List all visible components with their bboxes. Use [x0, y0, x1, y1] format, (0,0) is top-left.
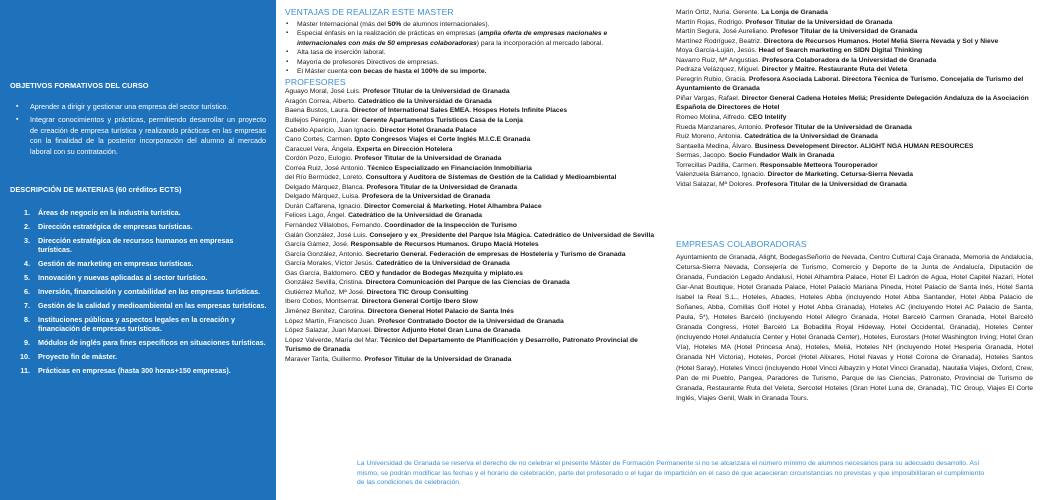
profesor-role: Profesora Asociada Laboral. Directora Técnica de Turismo. Concejalía de Turismo del Ayuntamiento de Granada: [676, 75, 1024, 93]
profesor-role: Profesor Titular de la Universidad de Granada: [362, 88, 510, 96]
profesor-entry: [676, 180, 1033, 190]
profesor-name: Moya García-Luján, Jesús.: [676, 47, 757, 55]
profesor-entry: [676, 18, 1033, 28]
ventaja-item: ▪ Mayoría de profesores Directivos de empresas.: [285, 58, 655, 68]
profesor-name: Sermas, Jacopo.: [676, 152, 727, 160]
profesor-name: Felices Lago, Ángel.: [285, 212, 347, 220]
profesor-name: Marín Ortiz, Nuria. Gerente.: [676, 9, 760, 16]
profesor-role: Experta en Dirección Hotelera: [356, 145, 453, 153]
profesor-role: Directora de Recursos Humanos. Hotel Meliá Sierra Nevada y Sol y Nieve: [763, 37, 999, 45]
profesor-role: Dpto Congresos Viajes el Corte Inglés M.I.C.E Granada: [354, 136, 531, 144]
profesor-name: Durán Caffarena, Ignacio.: [285, 202, 363, 210]
profesor-name: Torrecillas Padilla, Carmen.: [676, 161, 759, 169]
profesor-entry: [676, 123, 1033, 133]
objetivos-title: OBJETIVOS FORMATIVOS DEL CURSO: [10, 81, 149, 90]
profesor-entry: [285, 288, 655, 298]
profesor-name: Delgado Márquez, Blanca.: [285, 183, 365, 191]
profesor-name: López Martín, Francisco Juan.: [285, 317, 376, 325]
profesor-entry: [285, 269, 655, 279]
profesor-entry: [285, 259, 655, 269]
profesor-entry: [285, 326, 655, 336]
right-column: [676, 8, 1033, 189]
materia-item: 2. Dirección estratégica de empresas turísticas.: [24, 221, 193, 231]
ventajas-title: VENTAJAS DE REALIZAR ESTE MASTER: [285, 7, 454, 17]
profesor-name: García Morales, Víctor Jesús.: [285, 260, 374, 268]
profesor-name: Baena Bustos, Laura.: [285, 107, 350, 115]
profesor-role: Profesor Titular de la Universidad de Granada: [764, 123, 912, 131]
profesor-role: Directora General Cortijo Ibero Slow: [361, 298, 478, 306]
profesor-role: Directora General Hotel Palacio de Santa Inés: [367, 307, 514, 315]
materia-item: 11. Prácticas en empresas (hasta 300 horas+150 empresas).: [20, 366, 231, 376]
profesor-entry: [285, 87, 655, 97]
profesores-title: PROFESORES: [285, 76, 346, 87]
profesor-role: CEO Intelify: [748, 114, 787, 122]
empresas-title: EMPRESAS COLABORADORAS: [676, 239, 807, 249]
materia-item: 4. Gestión de marketing en empresas turísticas.: [24, 259, 194, 269]
profesor-name: Maraver Tarifa, Guillermo.: [285, 355, 363, 363]
profesores-list-2: [676, 8, 1033, 189]
profesor-entry: [285, 202, 655, 212]
profesor-role: Profesora Titular de la Universidad de Granada: [756, 180, 907, 188]
profesor-entry: [285, 116, 655, 126]
profesor-name: Aragón Correa, Alberto.: [285, 97, 356, 105]
profesor-entry: [676, 46, 1033, 56]
profesor-name: Delgado Márquez, Luisa.: [285, 193, 361, 201]
profesor-name: del Río Bermúdez, Loreto.: [285, 174, 364, 182]
profesor-entry: [676, 56, 1033, 66]
profesor-name: Caracuel Vera, Ángela.: [285, 145, 355, 153]
profesor-role: Profesor Titular de la Universidad de Granada: [745, 18, 893, 26]
profesor-entry: [285, 135, 655, 145]
profesor-role: Director General Cadena Hoteles Meliá; Presidente Delegación Andaluza de la Asociación Española de Directores de Hotel: [676, 94, 1029, 112]
profesor-name: López Valverde, María del Mar.: [285, 336, 379, 344]
profesor-entry: [285, 173, 655, 183]
profesor-role: CEO y fundador de Bodegas Mezquita y miplato.es: [359, 269, 523, 277]
profesor-name: Pedraza Velázquez, Miguel.: [676, 66, 760, 74]
profesor-role: Director Adjunto Hotel Gran Luna de Granada: [373, 327, 521, 335]
profesor-name: García Gámez, José.: [285, 241, 349, 249]
profesor-role: Socio Fundador Walk in Granada: [728, 152, 835, 160]
profesor-role: Profesora Titular de la Universidad de Granada: [366, 183, 518, 191]
profesor-name: Vidal Salazar, Mª Dolores.: [676, 180, 755, 188]
profesor-name: Fernández Villalobos, Fernando.: [285, 222, 383, 230]
profesor-entry: [285, 192, 655, 202]
profesor-entry: [676, 142, 1033, 152]
profesor-entry: [285, 211, 655, 221]
profesor-role: Catedrático de la Universidad de Granada: [357, 97, 492, 105]
profesor-entry: [676, 75, 1033, 94]
profesor-role: Consejero y ex_Presidente del Parque Isla Mágica. Catedrático de Universidad de Sevilla: [369, 231, 655, 239]
profesor-entry: [676, 8, 1033, 18]
materia-item: 6. Inversión, financiación y contabilidad en las empresas turísticas.: [24, 287, 261, 297]
profesores-list-1: [285, 87, 655, 364]
profesor-entry: [676, 132, 1033, 142]
profesor-role: Coordinador de la Inspección de Turismo: [384, 222, 517, 230]
materias-title: DESCRIPCIÓN DE MATERIAS (60 créditos ECTS): [10, 185, 182, 194]
profesor-entry: [676, 151, 1033, 161]
profesor-name: Correa Ruiz, José Antonio.: [285, 164, 366, 172]
profesor-role: La Lonja de Granada: [761, 9, 828, 16]
profesor-name: Cabello Aparicio, Juan Ignacio.: [285, 126, 378, 134]
profesor-role: Profesor Titular de la Universidad de Granada: [354, 155, 502, 163]
objetivos-list: [14, 102, 266, 160]
footer-disclaimer: La Universidad de Granada se reserva el derecho de no celebrar el presente Máster de Formación Permanente si no se alcanzara el número mínimo de alumnos necesarios para su adecuado desarrollo. Así mismo, se podrán modificar las fechas y el horario de celebración, parte del profesorado o el lugar de impartición en el caso de que acaecieran circunstancias no previstas y que imposibilitaran el cumplimiento de las condiciones de celebración.: [357, 460, 985, 487]
materia-item: 5. Innovación y nuevas aplicadas al sector turístico.: [24, 273, 208, 283]
profesor-name: Romeo Molina, Alfredo.: [676, 114, 747, 122]
ventaja-item: ▪ Alta tasa de inserción laboral.: [285, 48, 655, 58]
profesor-entry: [285, 307, 655, 317]
profesor-name: Cano Cortes, Carmen.: [285, 136, 353, 144]
profesor-entry: [676, 37, 1033, 47]
empresas-text: Ayuntamiento de Granada, Alight, BodegasSeñorío de Nevada, Centro Cultural Caja Granada, Memoria de Andalucía, Cetursa-Sierra Nevada, Consejería de Turismo, Comercio y Deporte de la Junta de Andalucía, Diputación de Granada, Fundación Legado Andalusí, Hotel Alhambra Palace, Hotel El Ladrón de Agua, Hotel Capitel Nazarí, Hotel Gar-Anat Boutique, Hotel Granada Palace, Hotel Palacio Mariana Pineda, Hotel Palacio de Santa Inés, Hotel Santa Isabel la Real S.L., Hoteles, Abades, Hoteles Abba (incluyendo Hotel Abba Santander, Hotel Abba Palacio de Soñanes, Abba, Comillas Golf Hotel y Hotel Abba Granada), Hoteles AC (incluyendo Hotel AC Palacio de Santa, Paula, 5*), Hoteles Barceló (incluyendo Hotel Allegro Granada, Hotel Barceló Carmen Granada, Hotel Barceló Granada Congress, Hotel Barceló La Bobadilla Royal Hideway, Hotel Occidental, Granada), Hoteles Center (incluyendo Hotel Andalucía Center y Hotel Granada Center), Hoteles, Eurostars (Hotel Washington Irving; Hotel Gran Vía), Hoteles MA (Hotel Princesa Ana), Hoteles, Meliá, Hoteles NH (incluyendo Hotel Hesperia Granada, Hotel Granada NH Victoria), Hoteles, Porcel (Hotel Alixares, Hotel Navas y Hotel Corona de Granada), Hoteles Santos (Hotel Saray), Hoteles Vincci (incluyendo Hotel Vincci Albayzín y Hotel Vincci Granada), Nautalia Viajes, Oxford, Crew, Pan de mi Pueblo, Pangea, Paradores de Turismo, Parque de las Ciencias, Patronato, Provincial de Turismo de Granada, Restaurante Ruta del Veleta, Sercotel Hoteles (Gran Hotel Luna de, Granada), TIC Group, Viajes El Corte Inglés, Viajes Genil, Walk in Granada Tours.: [676, 253, 1033, 402]
profesor-name: Martín Rojas, Rodrigo.: [676, 18, 744, 26]
profesor-name: Navarro Ruiz, Mª Angustias.: [676, 56, 761, 64]
profesor-entry: [285, 97, 655, 107]
profesor-role: Director Hotel Granada Palace: [379, 126, 477, 134]
profesor-role: Director of International Sales EMEA. Hospes Hotels Infinite Places: [351, 107, 568, 115]
profesor-role: Profesor Titular de la Universidad de Granada: [364, 355, 512, 363]
profesor-name: Ibero Cobos, Montserrat.: [285, 298, 360, 306]
materia-item: 1. Áreas de negocio en la industria turística.: [24, 208, 181, 217]
profesor-role: Directora Comunicación del Parque de las Ciencias de Granada: [365, 279, 570, 287]
profesor-entry: [676, 27, 1033, 37]
profesor-name: Gutiérrez Muñoz, Mª José.: [285, 288, 365, 296]
profesor-entry: [285, 106, 655, 116]
ventaja-item: ▪ Especial énfasis en la realización de prácticas en empresas (amplia oferta de empresas nacionales e internacionales con más de 50 empresas colaboradoras) para la incorporación al mercado laboral.: [285, 29, 655, 48]
profesor-role: Profesor Titular de la Universidad de Granada: [770, 28, 918, 36]
profesor-role: Profesora de la Universidad de Granada: [361, 193, 491, 201]
profesor-name: Gas García, Baldomero.: [285, 269, 358, 277]
profesor-entry: [285, 126, 655, 136]
profesor-role: Gerente Apartamentos Turísticos Casa de la Lonja: [361, 117, 523, 125]
profesor-role: Secretario General. Federación de empresas de Hostelería y Turismo de Granada: [365, 250, 626, 258]
profesor-entry: [676, 65, 1033, 75]
materia-item: 10. Proyecto fin de máster.: [20, 352, 118, 362]
profesor-role: Técnico del Departamento de Planificación y Desarrollo, Patronato Provincial de Turismo de Granada: [285, 336, 638, 354]
ventaja-item: ▪ Máster Internacional (más del 50% de alumnos internacionales).: [285, 20, 655, 30]
profesor-role: Consultora y Auditora de Sistemas de Gestión de la Calidad y Medioambiental: [365, 174, 617, 182]
profesor-role: Profesora Colaboradora de la Universidad de Granada: [762, 56, 937, 64]
profesor-entry: [285, 240, 655, 250]
profesor-entry: [285, 145, 655, 155]
profesor-role: Catedrático de la Universidad de Granada: [375, 260, 510, 268]
profesor-name: López Salazar, Juan Manuel.: [285, 327, 373, 335]
objetivo-item: ▪ Aprender a dirigir y gestionar una empresa del sector turístico.: [14, 102, 266, 112]
ventaja-item: ▪ El Máster cuenta con becas de hasta el 100% de su importe.: [285, 67, 655, 77]
profesor-name: Ruiz Moreno, Antonia.: [676, 133, 743, 141]
profesor-name: Martínez Rodríguez, Beatriz.: [676, 37, 762, 45]
profesor-entry: [285, 164, 655, 174]
ventajas-list: [285, 20, 655, 77]
profesor-name: Santaella Medina, Álvaro.: [676, 142, 753, 150]
materia-item: 8. Instituciones públicas y aspectos legales en la creación y financiación de empresas turísticas.: [24, 314, 235, 334]
profesor-entry: [285, 183, 655, 193]
profesor-role: Directora TIC Group Consulting: [366, 288, 469, 296]
profesor-name: Peregrín Rubio, Gracia.: [676, 75, 747, 83]
profesor-name: Bullejos Peregrín, Javier.: [285, 117, 360, 125]
profesor-role: Director y Maître. Restaurante Ruta del Veleta: [761, 66, 908, 74]
profesor-name: Martín Segura, José Aureliano.: [676, 28, 769, 36]
middle-column: [285, 8, 655, 364]
profesor-name: Valenzuela Barranco, Ignacio.: [676, 171, 766, 179]
profesor-role: Head of Search marketing en SIDN Digital Thinking: [758, 47, 923, 55]
profesor-entry: [285, 317, 655, 327]
profesor-entry: [676, 170, 1033, 180]
profesor-role: Director de Marketing. Cetursa-Sierra Nevada: [767, 171, 914, 179]
profesor-role: Técnico Especializado en Financiación Inmobiliaria: [367, 164, 532, 172]
profesor-entry: [285, 231, 655, 241]
left-panel: [0, 0, 276, 500]
profesor-name: Galán González, José Luis.: [285, 231, 368, 239]
profesor-entry: [676, 161, 1033, 171]
profesor-name: González Sevilla, Cristina.: [285, 279, 364, 287]
profesor-entry: [285, 154, 655, 164]
profesor-name: Jiménez Benítez, Carolina.: [285, 307, 366, 315]
materia-item: 7. Gestión de la calidad y medioambiental en las empresas turísticas.: [24, 300, 267, 310]
profesor-name: Rueda Manzanares, Antonio.: [676, 123, 764, 131]
profesor-entry: [285, 297, 655, 307]
profesor-role: Profesor Contratado Doctor de la Universidad de Granada: [377, 317, 564, 325]
profesor-role: Responsable Metteora Touroperador: [760, 161, 878, 169]
objetivo-item: ▪ Integrar conocimientos y prácticas, permitiendo desarrollar un proyecto de creación de empresa turística y realizando prácticas en las empresas con la finalidad de la posterior incorporación del alumno al mercado laboral con su contratación.: [14, 115, 266, 157]
profesor-name: García González, Antonio.: [285, 250, 364, 258]
profesor-role: Business Development Director. ALIGHT NGA HUMAN RESOURCES: [754, 142, 974, 150]
profesor-role: Director Comercial & Marketing. Hotel Alhambra Palace: [364, 202, 542, 210]
materias-list: [10, 208, 268, 380]
profesor-entry: [285, 278, 655, 288]
profesor-role: Catedrática de la Universidad de Granada: [744, 133, 878, 141]
profesor-role: Responsable de Recursos Humanos. Grupo Maciá Hoteles: [350, 241, 539, 249]
profesor-entry: [285, 250, 655, 260]
profesor-entry: [676, 113, 1033, 123]
profesor-entry: [285, 355, 655, 365]
profesor-name: Aguayo Moral, José Luis.: [285, 88, 361, 96]
profesor-entry: [676, 94, 1033, 113]
profesor-entry: [285, 221, 655, 231]
profesor-name: Cordón Pozo, Eulogio.: [285, 155, 353, 163]
empresas-section: [676, 240, 1033, 404]
materia-item: 9. Módulos de inglés para fines específicos en situaciones turísticas.: [24, 338, 266, 348]
materia-item: 3. Dirección estratégica de recursos humanos en empresas turísticas.: [24, 235, 234, 255]
profesor-entry: [285, 336, 655, 355]
profesor-role: Catedrático de la Universidad de Granada: [348, 212, 482, 220]
profesor-name: Piñar Vargas, Rafael.: [676, 94, 740, 102]
